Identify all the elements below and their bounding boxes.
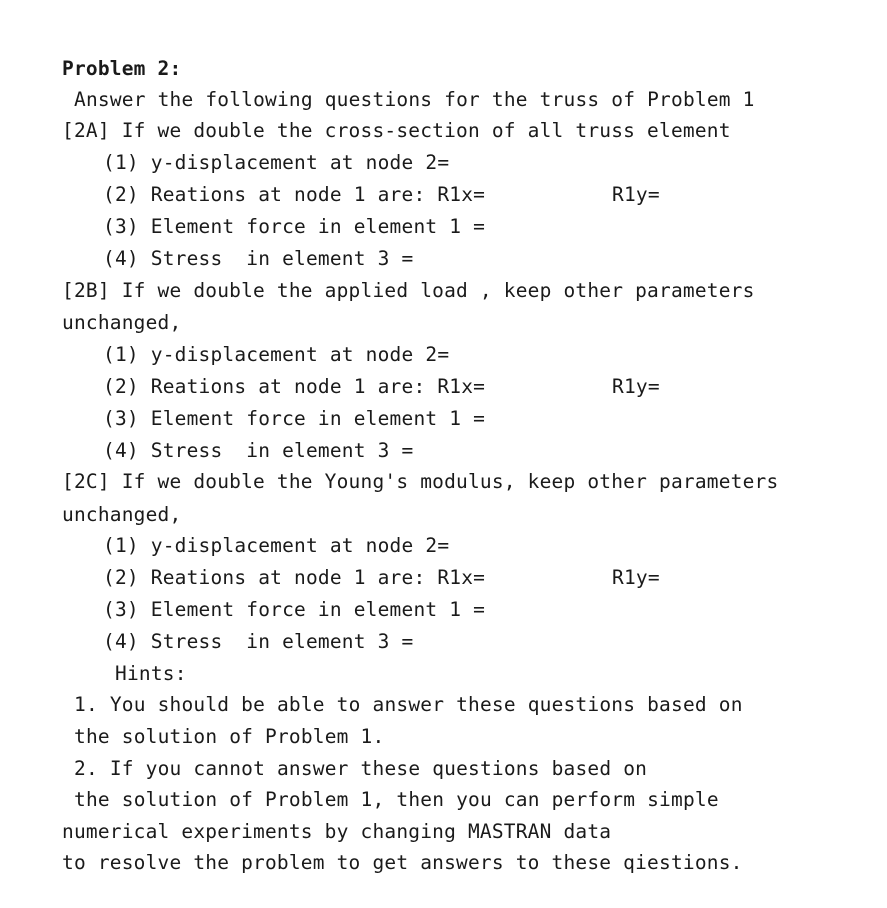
- section-2c-item-2: (2) Reations at node 1 are: R1x=: [103, 566, 486, 589]
- problem-title: Problem 2:: [62, 57, 182, 80]
- hint-line-6: to resolve the problem to get answers to these qiestions.: [62, 851, 743, 874]
- section-2b-heading-cont: unchanged,: [62, 311, 182, 334]
- section-2c-r1y: R1y=: [612, 566, 660, 589]
- section-2a-item-2: (2) Reations at node 1 are: R1x=: [103, 183, 486, 206]
- hint-line-2: the solution of Problem 1.: [74, 725, 385, 748]
- section-2c-item-4: (4) Stress in element 3 =: [103, 630, 414, 653]
- section-2c-item-1: (1) y-displacement at node 2=: [103, 534, 450, 557]
- section-2b-item-3: (3) Element force in element 1 =: [103, 407, 486, 430]
- hint-line-1: 1. You should be able to answer these questions based on: [74, 693, 743, 716]
- section-2c-item-3: (3) Element force in element 1 =: [103, 598, 486, 621]
- section-2a-item-1: (1) y-displacement at node 2=: [103, 151, 450, 174]
- hints-label: Hints:: [115, 662, 187, 685]
- section-2a-item-3: (3) Element force in element 1 =: [103, 215, 486, 238]
- section-2b-item-2: (2) Reations at node 1 are: R1x=: [103, 375, 486, 398]
- section-2c-heading-cont: unchanged,: [62, 503, 182, 526]
- section-2b-item-4: (4) Stress in element 3 =: [103, 439, 414, 462]
- hint-line-4: the solution of Problem 1, then you can perform simple: [74, 788, 719, 811]
- section-2a-r1y: R1y=: [612, 183, 660, 206]
- hint-line-3: 2. If you cannot answer these questions based on: [74, 757, 648, 780]
- section-2b-heading: [2B] If we double the applied load , keep other parameters: [62, 279, 755, 302]
- section-2b-r1y: R1y=: [612, 375, 660, 398]
- section-2c-heading: [2C] If we double the Young's modulus, keep other parameters: [62, 470, 779, 493]
- section-2a-heading: [2A] If we double the cross-section of all truss element: [62, 119, 731, 142]
- problem-intro: Answer the following questions for the truss of Problem 1: [74, 88, 755, 111]
- section-2b-item-1: (1) y-displacement at node 2=: [103, 343, 450, 366]
- section-2a-item-4: (4) Stress in element 3 =: [103, 247, 414, 270]
- hint-line-5: numerical experiments by changing MASTRAN data: [62, 820, 612, 843]
